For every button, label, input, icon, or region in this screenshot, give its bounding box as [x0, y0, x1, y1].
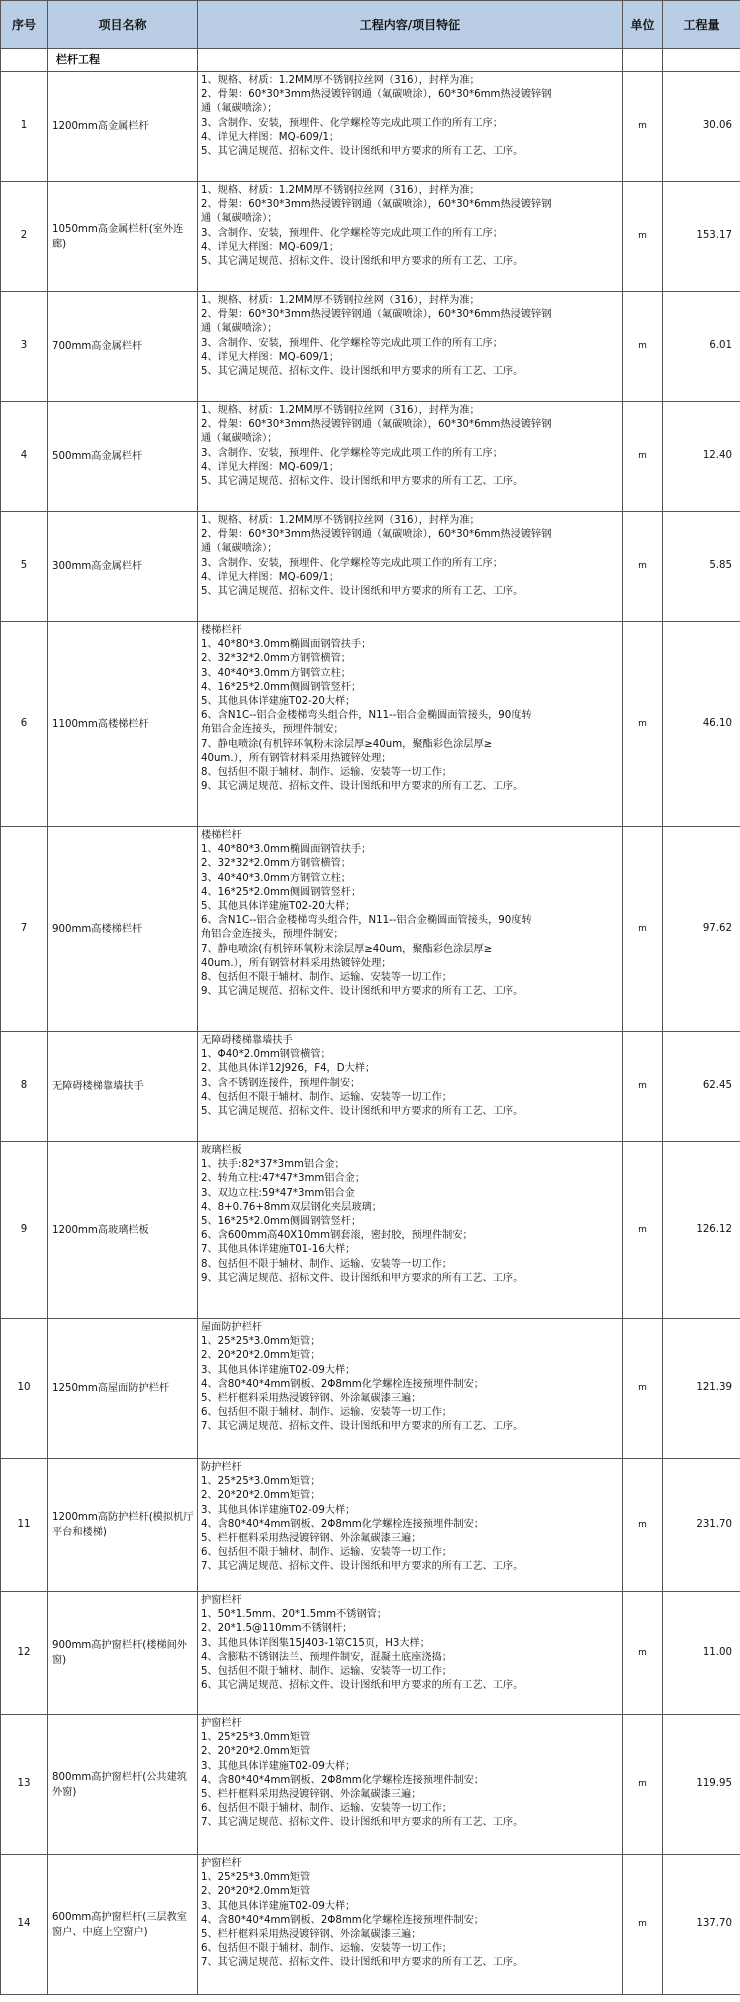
table-row: [1, 622, 740, 827]
row-name: 1100mm高楼梯栏杆: [48, 622, 198, 827]
row-qty: 6.01: [663, 292, 740, 402]
row-qty: 97.62: [663, 827, 740, 1032]
content-line: 1、规格、材质：1.2MM厚不锈钢拉丝网（316），封样为准；: [201, 405, 480, 416]
content-line: 7、其它满足规范、招标文件、设计图纸和甲方要求的所有工艺、工序。: [201, 1817, 524, 1829]
table-row: [1, 1319, 740, 1459]
content-line: 3、其他具体详建施T02-09大样；: [201, 1504, 356, 1516]
content-line: 3、含制作、安装，预埋件、化学螺栓等完成此项工作的所有工序；: [201, 227, 503, 239]
header-row: [1, 1, 740, 49]
content-line: 4、包括但不限于辅材、制作、运输、安装等一切工作；: [201, 1091, 452, 1103]
content-line: 40um.），所有钢管材料采用热镀锌处理；: [201, 752, 392, 764]
row-qty: 46.10: [663, 622, 740, 827]
content-line: 5、栏杆框料采用热浸镀锌钢、外涂氟碳漆三遍；: [201, 1532, 422, 1544]
content-line: 1、25*25*3.0mm矩管；: [201, 1476, 321, 1488]
content-line: 3、40*40*3.0mm方钢管立柱；: [201, 872, 351, 884]
content-line: 无障碍楼梯靠墙扶手: [201, 1035, 293, 1046]
content-line: 防护栏杆: [201, 1462, 242, 1473]
content-line: 2、32*32*2.0mm方钢管横管；: [201, 858, 351, 870]
content-line: 通（氟碳喷涂）；: [201, 213, 278, 225]
row-name: 800mm高护窗栏杆(公共建筑外窗): [48, 1715, 198, 1855]
row-unit: m: [623, 402, 663, 512]
content-line: 通（氟碳喷涂）；: [201, 103, 278, 115]
content-line: 1、25*25*3.0mm矩管；: [201, 1336, 321, 1348]
content-line: 护窗栏杆: [201, 1718, 242, 1729]
content-line: 6、其它满足规范、招标文件、设计图纸和甲方要求的所有工艺、工序。: [201, 1680, 524, 1692]
content-line: 6、含N1C--铝合金楼梯弯头组合件，N11--铝合金椭圆面管接头，90度转: [201, 915, 532, 927]
content-line: 2、其他具体详12J926，F4，D大样；: [201, 1063, 376, 1075]
content-line: 1、规格、材质：1.2MM厚不锈钢拉丝网（316），封样为准；: [201, 185, 480, 196]
row-name: 300mm高金属栏杆: [48, 512, 198, 622]
content-line: 1、规格、材质：1.2MM厚不锈钢拉丝网（316），封样为准；: [201, 75, 480, 86]
table-row: [1, 1032, 740, 1142]
row-qty: 11.00: [663, 1592, 740, 1715]
content-line: 5、其它满足规范、招标文件、设计图纸和甲方要求的所有工艺、工序。: [201, 145, 524, 157]
row-seq: 14: [1, 1855, 48, 1995]
row-content: [198, 512, 623, 622]
row-seq: 3: [1, 292, 48, 402]
row-content: [198, 72, 623, 182]
row-name: 1200mm高玻璃栏板: [48, 1142, 198, 1319]
row-qty: 231.70: [663, 1459, 740, 1592]
content-line: 屋面防护栏杆: [201, 1322, 263, 1333]
row-unit: m: [623, 1032, 663, 1142]
content-line: 1、25*25*3.0mm矩管: [201, 1872, 311, 1884]
row-content: [198, 1032, 623, 1142]
content-line: 9、其它满足规范、招标文件、设计图纸和甲方要求的所有工艺、工序。: [201, 986, 524, 998]
row-unit: m: [623, 1592, 663, 1715]
content-line: 通（氟碳喷涂）；: [201, 433, 278, 445]
content-line: 7、静电喷涂(有机锌环氧粉末涂层厚≥40um，聚酯彩色涂层厚≥: [201, 738, 493, 750]
content-line: 角铝合金连接头，预埋件制安；: [201, 724, 344, 736]
content-line: 3、含不锈钢连接件，预埋件制安；: [201, 1077, 361, 1089]
content-line: 1、规格、材质：1.2MM厚不锈钢拉丝网（316），封样为准；: [201, 295, 480, 306]
content-line: 5、栏杆框料采用热浸镀锌钢、外涂氟碳漆三遍；: [201, 1392, 422, 1404]
content-line: 2、骨架：60*30*3mm热浸镀锌钢通（氟碳喷涂），60*30*6mm热浸镀锌钢: [201, 419, 552, 431]
content-line: 2、骨架：60*30*3mm热浸镀锌钢通（氟碳喷涂），60*30*6mm热浸镀锌钢: [201, 89, 552, 101]
row-content: [198, 402, 623, 512]
table-row: [1, 1142, 740, 1319]
row-unit: m: [623, 1855, 663, 1995]
content-line: 4、详见大样图：MQ-609/1；: [201, 241, 340, 253]
content-line: 5、16*25*2.0mm侧圆钢管竖杆；: [201, 1215, 362, 1227]
row-unit: m: [623, 1319, 663, 1459]
content-line: 40um.），所有钢管材料采用热镀锌处理；: [201, 957, 392, 969]
row-content: [198, 292, 623, 402]
row-unit: m: [623, 512, 663, 622]
content-line: 5、栏杆框料采用热浸镀锌钢、外涂氟碳漆三遍；: [201, 1788, 422, 1800]
content-line: 6、包括但不限于辅材、制作、运输、安装等一切工作；: [201, 1803, 452, 1815]
row-content: [198, 1715, 623, 1855]
content-line: 8、包括但不限于辅材、制作、运输、安装等一切工作；: [201, 766, 452, 778]
row-seq: 10: [1, 1319, 48, 1459]
row-seq: 2: [1, 182, 48, 292]
header-seq: 序号: [1, 1, 48, 49]
content-line: 5、包括但不限于辅材、制作、运输、安装等一切工作；: [201, 1665, 452, 1677]
header-qty: 工程量: [663, 1, 740, 49]
header-content: 工程内容/项目特征: [198, 1, 623, 49]
content-line: 7、其它满足规范、招标文件、设计图纸和甲方要求的所有工艺、工序。: [201, 1957, 524, 1969]
content-line: 1、40*80*3.0mm椭圆面钢管扶手；: [201, 844, 372, 856]
content-line: 7、其他具体详建施T01-16大样；: [201, 1244, 356, 1256]
row-name: 1050mm高金属栏杆(室外连廊): [48, 182, 198, 292]
content-line: 6、包括但不限于辅材、制作、运输、安装等一切工作；: [201, 1407, 452, 1419]
row-name: 无障碍楼梯靠墙扶手: [48, 1032, 198, 1142]
content-line: 7、其它满足规范、招标文件、设计图纸和甲方要求的所有工艺、工序。: [201, 1421, 524, 1433]
row-name: 900mm高护窗栏杆(楼梯间外窗): [48, 1592, 198, 1715]
content-line: 3、含制作、安装，预埋件、化学螺栓等完成此项工作的所有工序；: [201, 337, 503, 349]
content-line: 2、20*1.5@110mm不锈钢杆；: [201, 1623, 353, 1635]
content-line: 2、20*20*2.0mm矩管；: [201, 1350, 321, 1362]
row-name: 1250mm高屋面防护栏杆: [48, 1319, 198, 1459]
section-title: 栏杆工程: [48, 49, 198, 72]
row-unit: m: [623, 1459, 663, 1592]
row-seq: 4: [1, 402, 48, 512]
row-qty: 119.95: [663, 1715, 740, 1855]
content-line: 3、40*40*3.0mm方钢管立柱；: [201, 667, 351, 679]
content-line: 9、其它满足规范、招标文件、设计图纸和甲方要求的所有工艺、工序。: [201, 781, 524, 793]
table-row: [1, 402, 740, 512]
content-line: 8、包括但不限于辅材、制作、运输、安装等一切工作；: [201, 971, 452, 983]
content-line: 通（氟碳喷涂）；: [201, 543, 278, 555]
content-line: 4、16*25*2.0mm侧圆钢管竖杆；: [201, 886, 362, 898]
content-line: 7、其它满足规范、招标文件、设计图纸和甲方要求的所有工艺、工序。: [201, 1561, 524, 1573]
row-seq: 9: [1, 1142, 48, 1319]
content-line: 5、其它满足规范、招标文件、设计图纸和甲方要求的所有工艺、工序。: [201, 365, 524, 377]
row-qty: 30.06: [663, 72, 740, 182]
content-line: 2、骨架：60*30*3mm热浸镀锌钢通（氟碳喷涂），60*30*6mm热浸镀锌钢: [201, 199, 552, 211]
content-line: 9、其它满足规范、招标文件、设计图纸和甲方要求的所有工艺、工序。: [201, 1272, 524, 1284]
content-line: 5、其他具体详建施T02-20大样；: [201, 695, 356, 707]
row-content: [198, 1459, 623, 1592]
content-line: 1、扶手:82*37*3mm铝合金；: [201, 1159, 345, 1171]
content-line: 2、20*20*2.0mm矩管: [201, 1746, 311, 1758]
content-line: 5、其它满足规范、招标文件、设计图纸和甲方要求的所有工艺、工序。: [201, 475, 524, 487]
content-line: 3、双边立柱:59*47*3mm铝合金: [201, 1187, 355, 1199]
table-row: [1, 1855, 740, 1995]
content-line: 5、其它满足规范、招标文件、设计图纸和甲方要求的所有工艺、工序。: [201, 585, 524, 597]
content-line: 通（氟碳喷涂）；: [201, 323, 278, 335]
content-line: 5、栏杆框料采用热浸镀锌钢、外涂氟碳漆三遍；: [201, 1928, 422, 1940]
content-line: 2、骨架：60*30*3mm热浸镀锌钢通（氟碳喷涂），60*30*6mm热浸镀锌钢: [201, 309, 552, 321]
content-line: 护窗栏杆: [201, 1858, 242, 1869]
content-line: 4、含膨粘不锈钢法兰、预埋件制安，混凝土底座浇捣；: [201, 1651, 452, 1663]
table-row: [1, 1459, 740, 1592]
table-row: [1, 72, 740, 182]
table-row: [1, 1592, 740, 1715]
content-line: 1、规格、材质：1.2MM厚不锈钢拉丝网（316），封样为准；: [201, 515, 480, 526]
content-line: 2、20*20*2.0mm矩管: [201, 1886, 311, 1898]
row-seq: 11: [1, 1459, 48, 1592]
row-qty: 126.12: [663, 1142, 740, 1319]
content-line: 3、含制作、安装，预埋件、化学螺栓等完成此项工作的所有工序；: [201, 447, 503, 459]
content-line: 4、含80*40*4mm钢板、2Φ8mm化学螺栓连接预埋件制安；: [201, 1774, 484, 1786]
content-line: 5、其它满足规范、招标文件、设计图纸和甲方要求的所有工艺、工序。: [201, 255, 524, 267]
table-row: [1, 827, 740, 1032]
table-row: [1, 512, 740, 622]
row-seq: 6: [1, 622, 48, 827]
row-name: 1200mm高金属栏杆: [48, 72, 198, 182]
content-line: 4、详见大样图：MQ-609/1；: [201, 351, 340, 363]
table-row: [1, 292, 740, 402]
row-content: [198, 182, 623, 292]
content-line: 3、其他具体详图集15J403-1第C15页，H3大样；: [201, 1637, 430, 1649]
row-name: 700mm高金属栏杆: [48, 292, 198, 402]
content-line: 6、含N1C--铝合金楼梯弯头组合件，N11--铝合金椭圆面管接头，90度转: [201, 710, 532, 722]
row-name: 500mm高金属栏杆: [48, 402, 198, 512]
content-line: 5、其他具体详建施T02-20大样；: [201, 900, 356, 912]
content-line: 3、其他具体详建施T02-09大样；: [201, 1900, 356, 1912]
row-unit: m: [623, 1715, 663, 1855]
row-qty: 153.17: [663, 182, 740, 292]
header-name: 项目名称: [48, 1, 198, 49]
content-line: 4、详见大样图：MQ-609/1；: [201, 571, 340, 583]
row-content: [198, 622, 623, 827]
content-line: 3、含制作、安装，预埋件、化学螺栓等完成此项工作的所有工序；: [201, 117, 503, 129]
content-line: 3、其他具体详建施T02-09大样；: [201, 1760, 356, 1772]
content-line: 1、40*80*3.0mm椭圆面钢管扶手；: [201, 639, 372, 651]
row-seq: 13: [1, 1715, 48, 1855]
section-row: [1, 49, 740, 72]
row-qty: 121.39: [663, 1319, 740, 1459]
content-line: 2、20*20*2.0mm矩管；: [201, 1490, 321, 1502]
content-line: 1、50*1.5mm、20*1.5mm不锈钢管；: [201, 1609, 388, 1621]
row-seq: 1: [1, 72, 48, 182]
table-row: [1, 1715, 740, 1855]
row-seq: 8: [1, 1032, 48, 1142]
content-line: 4、8+0.76+8mm双层钢化夹层玻璃；: [201, 1201, 382, 1213]
content-line: 4、含80*40*4mm钢板、2Φ8mm化学螺栓连接预埋件制安；: [201, 1518, 484, 1530]
content-line: 1、Φ40*2.0mm钢管横管；: [201, 1049, 331, 1061]
row-unit: m: [623, 182, 663, 292]
row-name: 1200mm高防护栏杆(模拟机厅平台和楼梯): [48, 1459, 198, 1592]
row-unit: m: [623, 827, 663, 1032]
row-qty: 137.70: [663, 1855, 740, 1995]
content-line: 3、含制作、安装，预埋件、化学螺栓等完成此项工作的所有工序；: [201, 557, 503, 569]
row-unit: m: [623, 1142, 663, 1319]
row-content: [198, 1592, 623, 1715]
content-line: 8、包括但不限于辅材、制作、运输、安装等一切工作；: [201, 1258, 452, 1270]
content-line: 6、包括但不限于辅材、制作、运输、安装等一切工作；: [201, 1943, 452, 1955]
content-line: 2、骨架：60*30*3mm热浸镀锌钢通（氟碳喷涂），60*30*6mm热浸镀锌钢: [201, 529, 552, 541]
content-line: 4、详见大样图：MQ-609/1；: [201, 461, 340, 473]
content-line: 护窗栏杆: [201, 1595, 242, 1606]
row-unit: m: [623, 292, 663, 402]
row-content: [198, 827, 623, 1032]
content-line: 6、含600mm高40X10mm钢套滚，密封胶，预埋件制安；: [201, 1230, 473, 1242]
row-qty: 5.85: [663, 512, 740, 622]
content-line: 玻璃栏板: [201, 1145, 242, 1156]
content-line: 2、32*32*2.0mm方钢管横管；: [201, 653, 351, 665]
content-line: 4、16*25*2.0mm侧圆钢管竖杆；: [201, 681, 362, 693]
content-line: 角铝合金连接头，预埋件制安；: [201, 929, 344, 941]
row-seq: 7: [1, 827, 48, 1032]
content-line: 4、含80*40*4mm钢板、2Φ8mm化学螺栓连接预埋件制安；: [201, 1914, 484, 1926]
content-line: 4、详见大样图：MQ-609/1；: [201, 131, 340, 143]
row-seq: 12: [1, 1592, 48, 1715]
content-line: 楼梯栏杆: [201, 625, 242, 636]
row-content: [198, 1142, 623, 1319]
content-line: 楼梯栏杆: [201, 830, 242, 841]
header-unit: 单位: [623, 1, 663, 49]
table-row: [1, 182, 740, 292]
row-qty: 62.45: [663, 1032, 740, 1142]
row-unit: m: [623, 622, 663, 827]
row-name: 600mm高护窗栏杆(三层教室窗户、中庭上空窗户): [48, 1855, 198, 1995]
row-qty: 12.40: [663, 402, 740, 512]
content-line: 4、含80*40*4mm钢板、2Φ8mm化学螺栓连接预埋件制安；: [201, 1378, 484, 1390]
row-content: [198, 1319, 623, 1459]
content-line: 1、25*25*3.0mm矩管: [201, 1732, 311, 1744]
content-line: 6、包括但不限于辅材、制作、运输、安装等一切工作；: [201, 1547, 452, 1559]
row-name: 900mm高楼梯栏杆: [48, 827, 198, 1032]
row-seq: 5: [1, 512, 48, 622]
content-line: 5、其它满足规范、招标文件、设计图纸和甲方要求的所有工艺、工序。: [201, 1105, 524, 1117]
row-content: [198, 1855, 623, 1995]
content-line: 2、转角立柱:47*47*3mm铝合金；: [201, 1173, 366, 1185]
content-line: 3、其他具体详建施T02-09大样；: [201, 1364, 356, 1376]
content-line: 7、静电喷涂(有机锌环氧粉末涂层厚≥40um，聚酯彩色涂层厚≥: [201, 943, 493, 955]
row-unit: m: [623, 72, 663, 182]
